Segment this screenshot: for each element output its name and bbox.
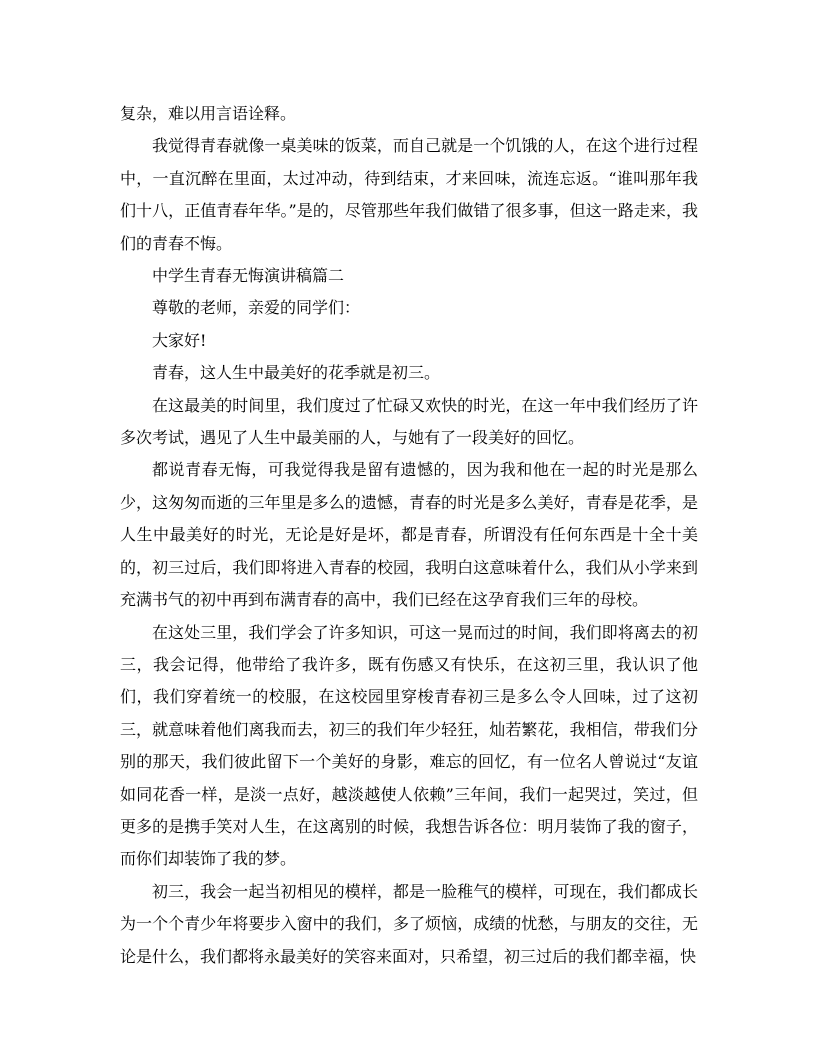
paragraph: 在这最美的时间里，我们度过了忙碌又欢快的时光，在这一年中我们经历了许多次考试，遇见了人生中最美丽的人，与她有了一段美好的回忆。 [120,395,698,448]
document-body [120,98,698,973]
paragraph: 我觉得青春就像一桌美味的饭菜，而自己就是一个饥饿的人，在这个进行过程中，一直沉醉在里面，太过冲动，待到结束，才来回味，流连忘返。“谁叫那年我们十八，正值青春年华。”是的，尽管那些年我们做错了很多事，但这一路走来，我们的青春不悔。 [120,136,698,253]
paragraph: 青春，这人生中最美好的花季就是初三。 [152,363,441,383]
section-heading: 中学生青春无悔演讲稿篇二 [152,266,345,286]
salutation: 尊敬的老师，亲爱的同学们： [152,298,361,318]
paragraph: 在这处三里，我们学会了许多知识，可这一晃而过的时间，我们即将离去的初三，我会记得，他带给了我许多，既有伤感又有快乐，在这初三里，我认识了他们，我们穿着统一的校服，在这校园里穿梭青春初三是多么令人回味，过了这初三，就意味着他们离我而去，初三的我们年少轻狂，灿若繁花，我相信，带我们分别的那天，我们彼此留下一个美好的身影，难忘的回忆，有一位名人曾说过“友谊如同花香一样，是淡一点好，越淡越使人依赖”三年间，我们一起哭过，笑过，但更多的是携手笑对人生，在这离别的时候，我想告诉各位：明月装饰了我的窗子，而你们却装饰了我的梦。 [120,622,698,869]
paragraph-continuation: 复杂，难以用言语诠释。 [120,104,297,123]
paragraph: 都说青春无悔，可我觉得我是留有遗憾的，因为我和他在一起的时光是那么少，这匆匆而逝的三年里是多么的遗憾，青春的时光是多么美好，青春是花季，是人生中最美好的时光，无论是好是坏，都是青春，所谓没有任何东西是十全十美的，初三过后，我们即将进入青春的校园，我明白这意味着什么，我们从小学来到充满书气的初中再到布满青春的高中，我们已经在这孕育我们三年的母校。 [120,460,698,610]
greeting: 大家好! [152,330,207,350]
paragraph: 初三，我会一起当初相见的模样，都是一脸稚气的模样，可现在，我们都成长为一个个青少年将要步入窗中的我们，多了烦恼，成绩的忧愁，与朋友的交往，无论是什么，我们都将永最美好的笑容来面对，只希望，初三过后的我们都幸福，快 [120,881,698,966]
